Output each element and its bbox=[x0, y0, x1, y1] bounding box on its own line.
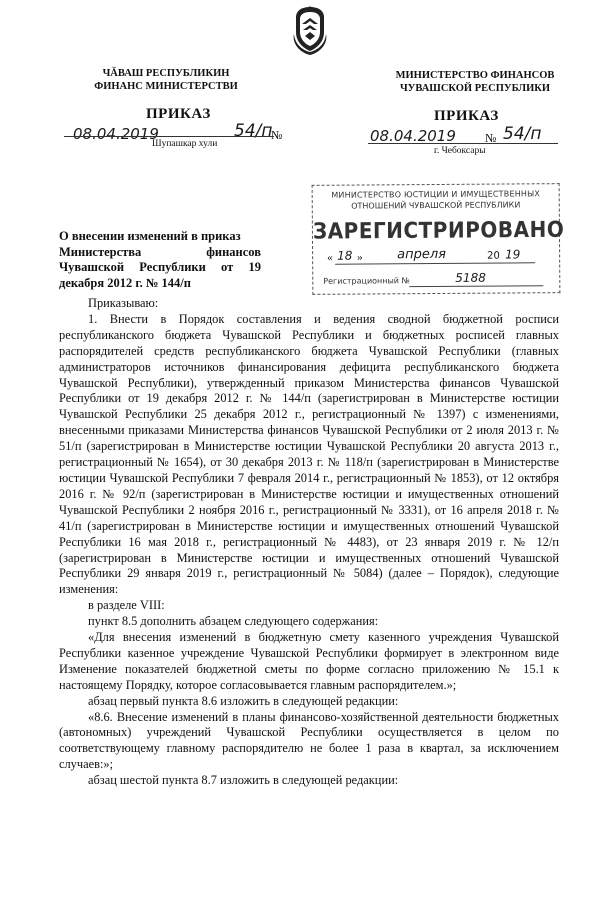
title-line2: Министерства финансов bbox=[59, 244, 261, 259]
header-left-ministry bbox=[76, 67, 256, 93]
paragraph-7: абзац шестой пункта 8.7 изложить в следующей редакции: bbox=[88, 773, 399, 788]
document-body bbox=[59, 296, 559, 789]
right-number-handwritten: 54/п bbox=[503, 124, 542, 144]
stamp-day: 18 bbox=[337, 248, 353, 263]
header-left-line2: ФИНАНС МИНИСТЕРСТВИ bbox=[94, 81, 238, 92]
title-line3: Чувашской Республики от 19 bbox=[59, 260, 261, 275]
paragraph-1: 1. Внести в Порядок составления и ведения сводной бюджетной росписи республиканского бюджета Чувашской Республики и бюджетных росписей главных распорядителей средств республиканского бюджета Чувашской Республики (главных администраторов источников финансирования дефицита республиканского бюджета Чувашской Республики), утвержденный приказом Министерства финансов Чувашской Республики от 19 декабря 2012 г. № 144/п (зарегистрирован в Министерстве юстиции Чувашской Республики 25 декабря 2012 г., регистрационный № 1397) с изменениями, внесенными приказами Министерства финансов Чувашской Республики от 2 июля 2013 г. № 51/п (зарегистрирован в Министерстве юстиции Чувашской Республики 20 августа 2013 г., регистрационный № 1654), от 30 декабря 2013 г. № 118/п (зарегистрирован в Министерстве юстиции Чувашской Республики 7 февраля 2014 г., регистрационный № 1853), от 12 октября 2016 г. № 92/п (зарегистрирован в Министерстве юстиции и имущественных отношений Чувашской Республики 2 ноября 2016 г., регистрационный № 3331), от 16 апреля 2018 г. № 41/п (зарегистрирован в Министерстве юстиции и имущественных отношений Чувашской Республики 16 мая 2018 г., регистрационный № 4483), от 23 января 2019 г. № 12/п (зарегистрирован в Министерстве юстиции и имущественных отношений Чувашской Республики 29 января 2019 г., регистрационный № 5084) (далее – Порядок), следующие изменения: bbox=[59, 311, 559, 597]
left-order-title: ПРИКАЗ bbox=[146, 106, 211, 122]
paragraph-3: пункт 8.5 дополнить абзацем следующего содержания: bbox=[88, 614, 379, 629]
paragraph-order: Приказываю: bbox=[88, 296, 159, 310]
right-place: г. Чебоксары bbox=[434, 146, 486, 156]
paragraph-2: в разделе VIII: bbox=[88, 598, 165, 613]
stamp-day-close-quote: » bbox=[357, 251, 363, 264]
title-line4: декабря 2012 г. № 144/п bbox=[59, 275, 191, 290]
stamp-line1: МИНИСТЕРСТВО ЮСТИЦИИ И ИМУЩЕСТВЕННЫХ bbox=[331, 189, 541, 200]
paragraph-4: «Для внесения изменений в бюджетную смету казенного учреждения Чувашской Республики казенное учреждение Чувашской Республики формирует в электронном виде Изменение показателей бюджетной сметы по форме согласно приложению № 15.1 к настоящему Порядку, которое согласовывается главным распорядителем.»; bbox=[59, 630, 559, 692]
title-line1: О внесении изменений в приказ bbox=[59, 229, 241, 243]
stamp-month: апреля bbox=[397, 246, 447, 263]
header-right-line1: МИНИСТЕРСТВО ФИНАНСОВ bbox=[395, 70, 555, 81]
registration-stamp bbox=[312, 183, 565, 295]
stamp-date-line bbox=[335, 262, 535, 264]
header-left-line1: ЧĂВАШ РЕСПУБЛИКИН bbox=[102, 68, 230, 79]
right-order-title: ПРИКАЗ bbox=[434, 108, 499, 124]
stamp-reg-line bbox=[409, 285, 543, 287]
right-date-handwritten: 08.04.2019 bbox=[370, 127, 456, 145]
left-place: Шупашкар хули bbox=[152, 139, 218, 149]
stamp-reg-label: Регистрационный № bbox=[323, 276, 410, 286]
stamp-reg-number: 5188 bbox=[455, 270, 486, 285]
right-number-sign: № bbox=[485, 131, 497, 145]
coat-of-arms-emblem bbox=[288, 4, 332, 58]
stamp-registered: ЗАРЕГИСТРИРОВАНО bbox=[312, 215, 565, 245]
paragraph-5: абзац первый пункта 8.6 изложить в следующей редакции: bbox=[88, 693, 399, 708]
header-right-ministry bbox=[375, 69, 575, 95]
document-title bbox=[59, 229, 261, 291]
stamp-day-open-quote: « bbox=[327, 251, 333, 264]
right-date-underline bbox=[368, 143, 558, 144]
header-right-line2: ЧУВАШСКОЙ РЕСПУБЛИКИ bbox=[399, 83, 551, 94]
left-date-underline bbox=[64, 136, 274, 137]
stamp-year: 19 bbox=[505, 247, 521, 262]
stamp-line2: ОТНОШЕНИЙ ЧУВАШСКОЙ РЕСПУБЛИКИ bbox=[351, 200, 521, 211]
paragraph-6: «8.6. Внесение изменений в планы финансово-хозяйственной деятельности бюджетных (автономных) учреждений Чувашской Республики осуществляется в целом по соответствующему главному распорядителю не более 1 раза в квартал, за исключением случаев:»; bbox=[59, 709, 559, 772]
left-number-sign: № bbox=[271, 128, 283, 142]
stamp-year-prefix: 20 bbox=[487, 250, 500, 262]
left-number-handwritten: 54/п bbox=[234, 121, 273, 141]
left-date-handwritten: 08.04.2019 bbox=[73, 125, 159, 143]
